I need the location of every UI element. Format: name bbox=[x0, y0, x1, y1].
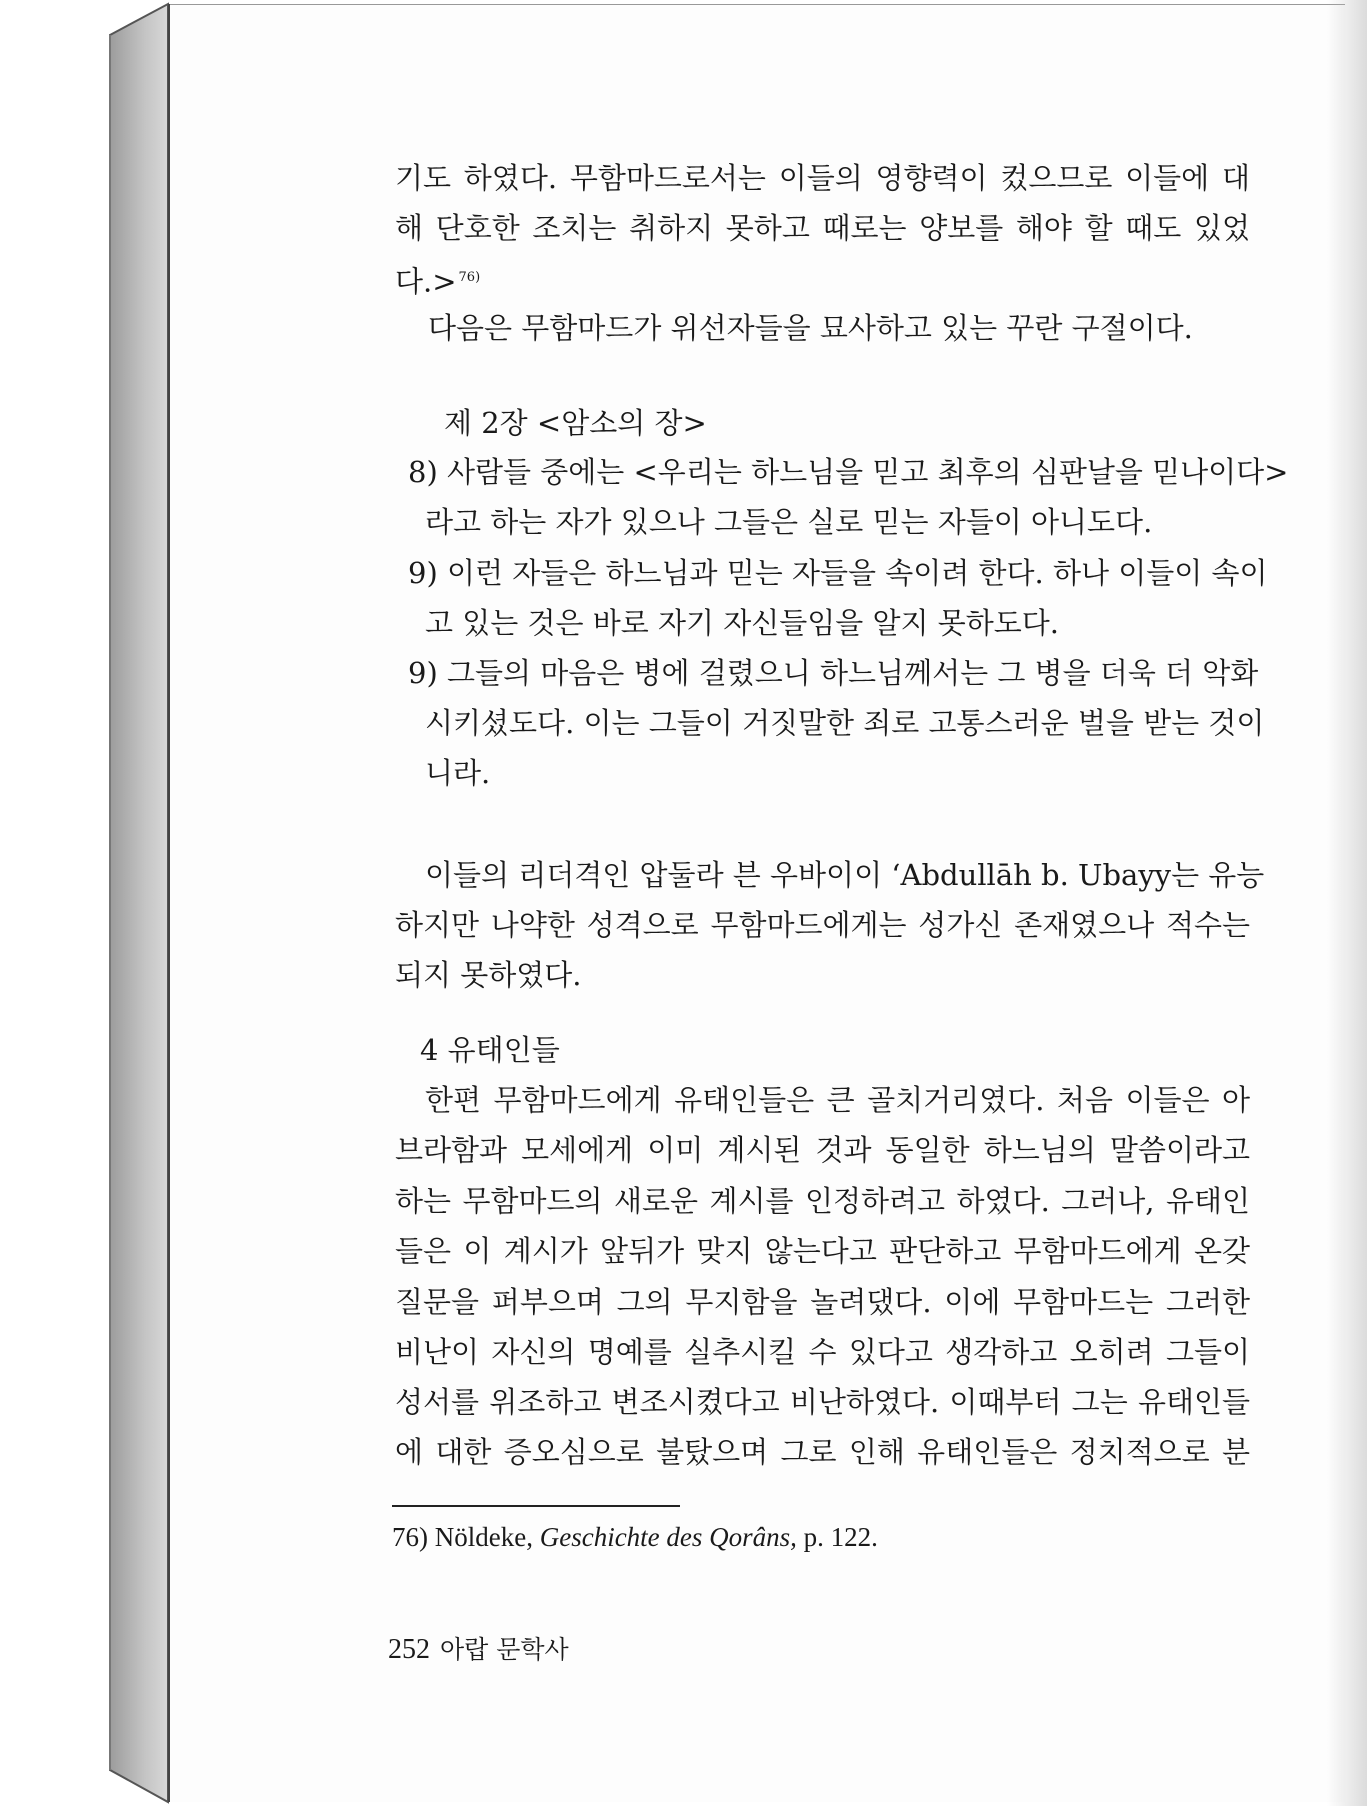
verse-line: 시키셨도다. 이는 그들이 거짓말한 죄로 고통스러운 벌을 받는 것이 bbox=[425, 706, 1265, 740]
page-number: 252 bbox=[388, 1634, 430, 1665]
body-line: 질문을 퍼부으며 그의 무지함을 놀려댔다. 이에 무함마드는 그러한 bbox=[395, 1285, 1250, 1319]
body-line: 하지만 나약한 성격으로 무함마드에게는 성가신 존재였으나 적수는 bbox=[395, 908, 1250, 942]
verse-line: 9) 그들의 마음은 병에 걸렸으니 하느님께서는 그 병을 더욱 더 악화 bbox=[408, 656, 1259, 690]
page-edge-shadow bbox=[1327, 0, 1367, 1806]
footnote-number: 76) bbox=[392, 1522, 428, 1552]
body-line: 한편 무함마드에게 유태인들은 큰 골치거리였다. 처음 이들은 아 bbox=[425, 1083, 1250, 1117]
body-line: 성서를 위조하고 변조시켰다고 비난하였다. 이때부터 그는 유태인들 bbox=[395, 1385, 1250, 1419]
body-line: 해 단호한 조치는 취하지 못하고 때로는 양보를 해야 할 때도 있었 bbox=[395, 211, 1250, 245]
section-heading: 4 유태인들 bbox=[420, 1033, 560, 1067]
verse-line: 고 있는 것은 바로 자기 자신들임을 알지 못하도다. bbox=[425, 606, 1060, 640]
verse-line: 9) 이런 자들은 하느님과 믿는 자들을 속이려 한다. 하나 이들이 속이 bbox=[408, 556, 1268, 590]
body-line: 이들의 리더격인 압둘라 븐 우바이이 ‘Abdullāh b. Ubayy는 유능 bbox=[425, 858, 1265, 892]
verse-line: 라고 하는 자가 있으나 그들은 실로 믿는 자들이 아니도다. bbox=[425, 505, 1153, 539]
intro-line: 다음은 무함마드가 위선자들을 묘사하고 있는 꾸란 구절이다. bbox=[428, 311, 1193, 345]
body-line: 들은 이 계시가 앞뒤가 맞지 않는다고 판단하고 무함마드에게 온갖 bbox=[395, 1234, 1250, 1268]
body-line: 기도 하였다. 무함마드로서는 이들의 영향력이 컸으므로 이들에 대 bbox=[395, 161, 1250, 195]
footnote-rule bbox=[392, 1505, 680, 1507]
running-title: 아랍 문학사 bbox=[440, 1635, 569, 1664]
footnote-page: p. 122. bbox=[803, 1522, 878, 1552]
verse-line: 8) 사람들 중에는 <우리는 하느님을 믿고 최후의 심판날을 믿나이다> bbox=[408, 455, 1289, 489]
verse-line: 니라. bbox=[425, 756, 491, 790]
book-spine bbox=[0, 0, 175, 1806]
footnote-reference: 76) bbox=[458, 270, 481, 285]
body-line bbox=[395, 253, 1250, 307]
body-line: 비난이 자신의 명예를 실추시킬 수 있다고 생각하고 오히려 그들이 bbox=[395, 1335, 1250, 1369]
footnote-title: Geschichte des Qorâns, bbox=[539, 1522, 797, 1552]
footnote-author: Nöldeke, bbox=[434, 1522, 533, 1552]
footnote bbox=[392, 1517, 878, 1557]
quote-heading: 제 2장 <암소의 장> bbox=[444, 406, 707, 440]
page-footer bbox=[388, 1630, 569, 1666]
body-line: 브라함과 모세에게 이미 계시된 것과 동일한 하느님의 말씀이라고 bbox=[395, 1133, 1250, 1167]
body-line: 되지 못하였다. bbox=[395, 958, 582, 992]
body-line: 에 대한 증오심으로 불탔으며 그로 인해 유태인들은 정치적으로 분 bbox=[395, 1435, 1250, 1469]
body-line-text: 다.> bbox=[395, 264, 457, 299]
body-line: 하는 무함마드의 새로운 계시를 인정하려고 하였다. 그러나, 유태인 bbox=[395, 1184, 1250, 1218]
